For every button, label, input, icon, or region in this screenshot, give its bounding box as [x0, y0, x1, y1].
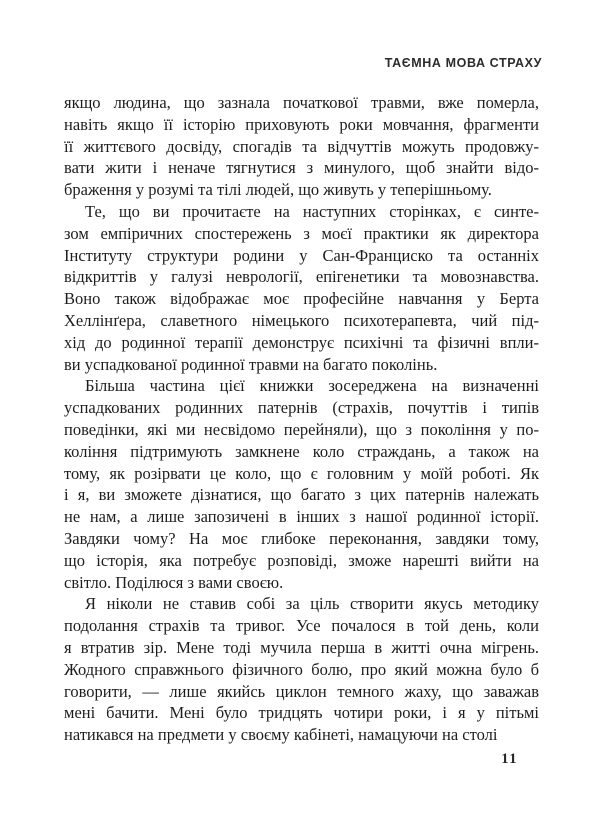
- running-head: [385, 56, 542, 70]
- text-line: хід до родинної терапії демонструє психічні та фізичні впли-: [64, 332, 539, 352]
- text-line: не нам, а лише запозичені в інших з нашої родинної історії.: [64, 507, 539, 527]
- text-line: відкриттів у галузі неврології, епігенетики та мовознавства.: [64, 267, 539, 287]
- text-line: Завдяки чому? На моє глибоке переконання, завдяки тому,: [64, 528, 539, 548]
- text-line: Я ніколи не ставив собі за ціль створити якусь методику: [85, 594, 539, 614]
- paragraph: [64, 92, 539, 201]
- text-line: світло. Поділюся з вами своєю.: [64, 572, 284, 592]
- text-line: навіть якщо її історію приховують роки мовчання, фрагменти: [64, 114, 539, 134]
- text-line: якщо людина, що зазнала початкової травми, вже померла,: [64, 93, 539, 112]
- text-line: тому, як розірвати це коло, що є головним у моїй роботі. Як: [64, 463, 539, 483]
- text-line: її життєвого досвіду, спогадів та відчуттів можуть продовжу-: [64, 136, 539, 156]
- text-line: подолання страхів та тривог. Усе почалося в той день, коли: [64, 616, 539, 636]
- text-line: Інституту структури родини у Сан-Франциско та останніх: [64, 245, 539, 265]
- text-line: поведінки, які ми несвідомо перейняли), що з покоління у по-: [64, 419, 539, 439]
- page-number-text: 11: [501, 751, 518, 767]
- text-line: ви успадкованої родинної травми на багато поколінь.: [64, 354, 438, 374]
- text-line: і я, ви зможете дізнатися, що багато з цих патернів належать: [64, 485, 539, 505]
- text-line: Воно також відображає моє професійне навчання у Берта: [64, 289, 539, 309]
- text-line: успадкованих родинних патернів (страхів, почуттів і типів: [64, 398, 539, 418]
- page-number: [501, 751, 518, 768]
- text-line: що історія, яка потребує розповіді, зможе нарешті вийти на: [64, 550, 539, 570]
- text-line: зом емпіричних спостережень з моєї практики як директора: [64, 223, 539, 243]
- text-line: коління підтримують замкнене коло страждань, а також на: [64, 441, 539, 461]
- paragraph: [64, 375, 539, 593]
- text-line: Більша частина цієї книжки зосереджена на визначенні: [85, 376, 539, 396]
- text-line: Хеллінґера, славетного німецького психотерапевта, чий під-: [64, 310, 539, 330]
- body-text: [64, 92, 539, 746]
- text-line: натикався на предмети у своєму кабінеті, намацуючи на столі: [64, 725, 498, 745]
- text-line: вати жити і неначе тягнутися з минулого, щоб знайти відо-: [64, 158, 539, 178]
- running-head-text: ТАЄМНА МОВА СТРАХУ: [384, 56, 542, 70]
- paragraph: [64, 201, 539, 375]
- text-line: Те, що ви прочитаєте на наступних сторінках, є синте-: [85, 201, 539, 221]
- text-line: браження у розумі та тілі людей, що живуть у теперішньому.: [64, 180, 492, 200]
- text-line: говорити, — лише якийсь циклон темного жаху, що заважав: [64, 681, 539, 701]
- text-line: я втратив зір. Мене тоді мучила перша в житті очна мігрень.: [64, 637, 539, 657]
- text-line: Жодного справжнього фізичного болю, про який можна було б: [64, 659, 539, 679]
- paragraph: [64, 593, 539, 746]
- text-line: мені бачити. Мені було тридцять чотири роки, і я у пітьмі: [64, 703, 539, 723]
